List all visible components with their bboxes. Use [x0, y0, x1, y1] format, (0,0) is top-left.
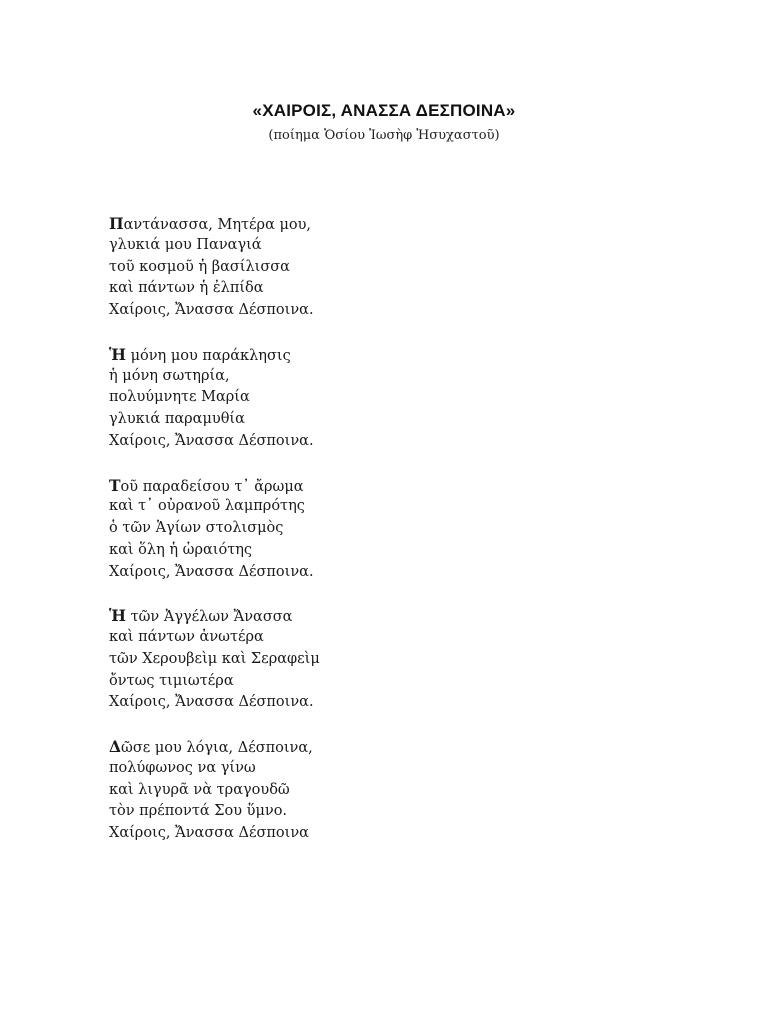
drop-initial: Τ [109, 475, 121, 495]
poem-title: «ΧΑΙΡΟΙΣ, ΑΝΑΣΣΑ ΔΕΣΠΟΙΝΑ» [252, 101, 516, 120]
stanza-line: καὶ λιγυρᾶ νὰ τραγουδῶ [109, 781, 290, 798]
line-text: ῶσε μου λόγια, Δέσποινα, [121, 740, 313, 756]
stanza-line [109, 344, 669, 366]
stanza-line: τὸν πρέποντά Σου ὕμνο. [109, 803, 288, 820]
refrain-line: Χαίροις, Ἄνασσα Δέσποινα. [109, 302, 314, 318]
refrain-line: Χαίροις, Ἄνασσα Δέσποινα. [109, 432, 314, 449]
stanza-line: πολυύμνητε Μαρία [109, 389, 250, 406]
stanza-line: καὶ ὅλη ἡ ὡραιότης [109, 541, 253, 558]
stanza-line: γλυκιά παραμυθία [109, 411, 245, 427]
line-text: τῶν Ἀγγέλων Ἄνασσα [125, 609, 293, 626]
stanza-line: ἡ μόνη σωτηρία, [109, 367, 230, 384]
stanza-line: τῶν Χερουβεὶμ καὶ Σεραφεὶμ [109, 650, 320, 667]
poem-body [109, 213, 669, 867]
stanza-line: γλυκιά μου Παναγιά [109, 236, 262, 253]
stanza-line [109, 605, 669, 627]
refrain-line: Χαίροις, Ἄνασσα Δέσποινα. [109, 694, 314, 711]
stanza-1 [109, 213, 669, 322]
drop-initial: Δ [109, 737, 122, 756]
stanza-line [109, 213, 669, 235]
stanza-line: πολύφωνος να γίνω [109, 759, 256, 776]
stanza-3 [109, 475, 669, 584]
refrain-line: Χαίροις, Ἄνασσα Δέσποινα. [109, 563, 314, 580]
stanza-line: καὶ πάντων ἀνωτέρα [109, 629, 264, 645]
stanza-line [109, 736, 669, 758]
stanza-5 [109, 736, 669, 845]
drop-initial: Π [109, 214, 124, 233]
line-text: αντάνασσα, Μητέρα μου, [123, 217, 312, 233]
poem-subtitle: (ποίημα Ὁσίου Ἰωσὴφ Ἡσυχαστοῦ) [268, 128, 500, 143]
line-text: οῦ παραδείσου τ᾽ ἄρωμα [120, 478, 304, 495]
stanza-2 [109, 344, 669, 453]
stanza-line: ὄντως τιμιωτέρα [109, 672, 234, 689]
drop-initial: Ἡ [109, 606, 126, 626]
refrain-line: Χαίροις, Ἄνασσα Δέσποινα [109, 825, 309, 841]
stanza-line: καὶ τ᾽ οὐρανοῦ λαμπρότης [109, 498, 305, 515]
line-text: μόνη μου παράκλησις [125, 347, 291, 364]
stanza-line [109, 475, 669, 497]
stanza-4 [109, 605, 669, 714]
stanza-line: τοῦ κοσμοῦ ἡ βασίλισσα [109, 258, 290, 275]
drop-initial: Ἡ [109, 344, 126, 364]
stanza-line: καὶ πάντων ἡ ἐλπίδα [109, 280, 264, 297]
stanza-line: ὁ τῶν Ἁγίων στολισμὸς [109, 520, 284, 536]
